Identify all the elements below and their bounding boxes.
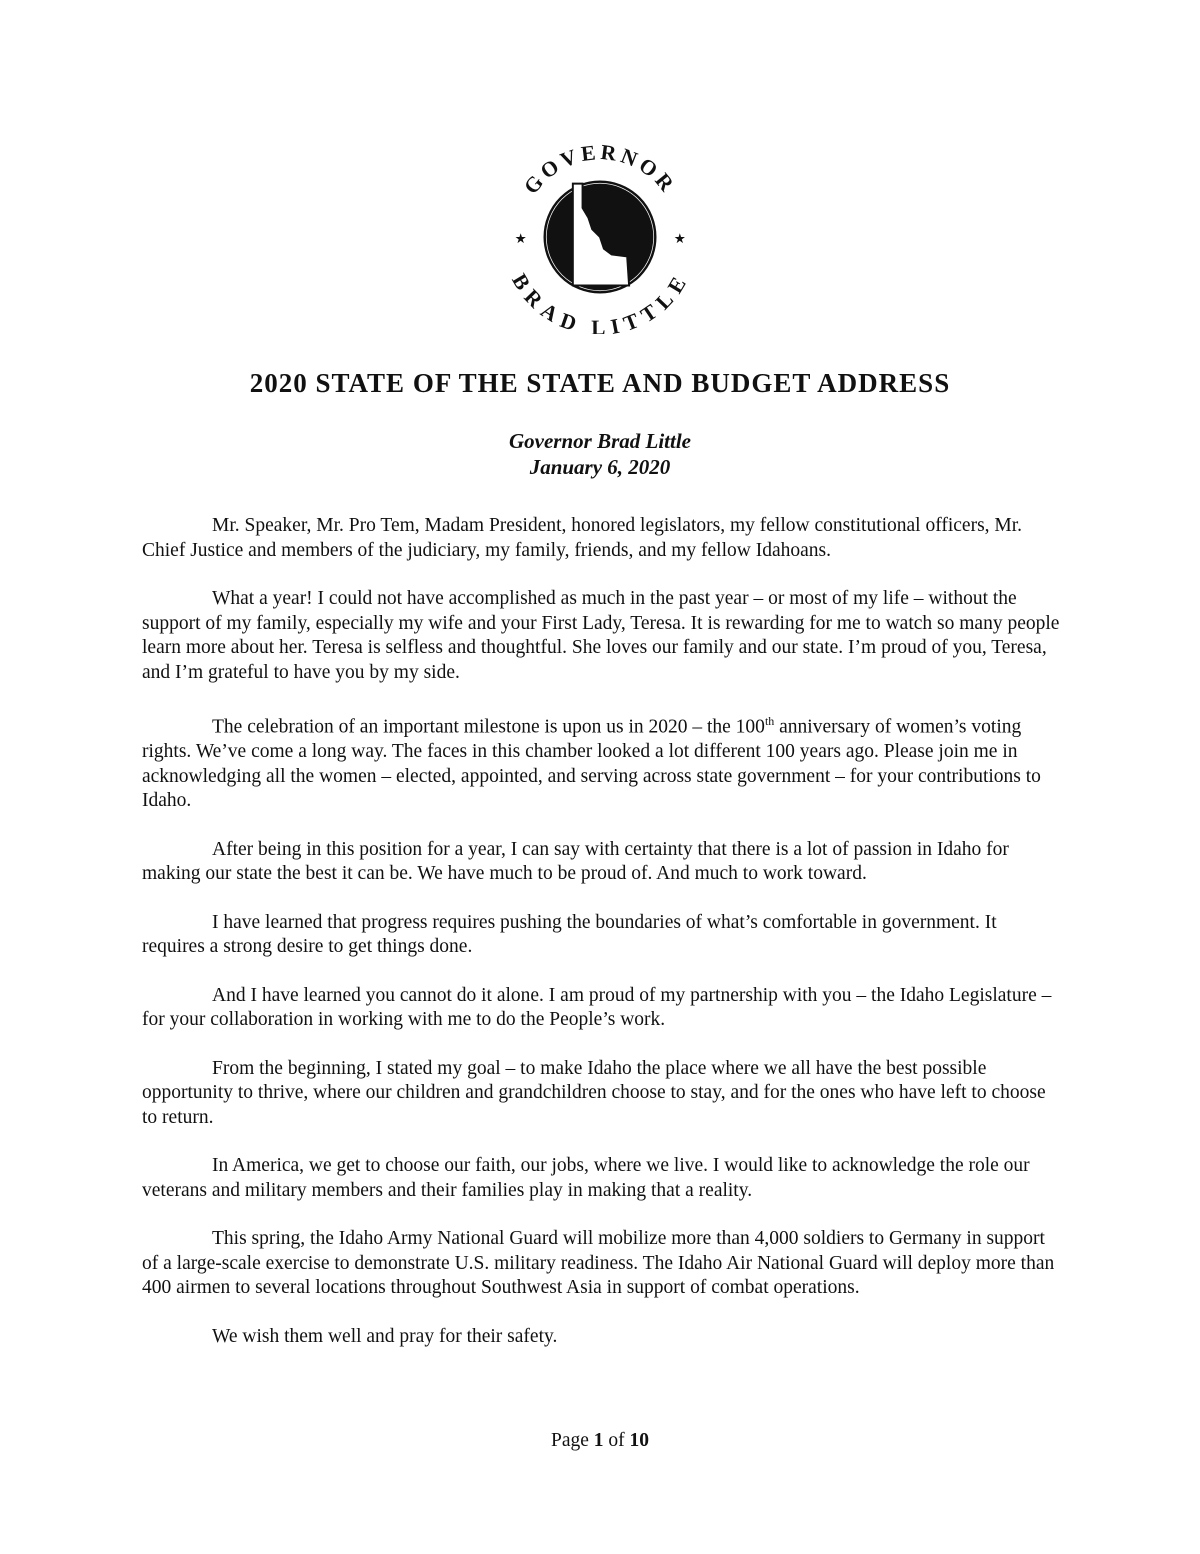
star-icon-left: ★ xyxy=(514,230,527,246)
author-line: Governor Brad Little xyxy=(509,429,691,453)
document-body xyxy=(142,514,1060,1373)
paragraph-1: Mr. Speaker, Mr. Pro Tem, Madam President, honored legislators, my fellow constitutional officers, Mr. Chief Justice and members of the judiciary, my family, friends, and my fellow Idahoans. xyxy=(142,515,1023,561)
star-icon-right: ★ xyxy=(673,230,686,246)
svg-text:BRAD LITTLE: BRAD LITTLE xyxy=(507,269,693,334)
paragraph-6: And I have learned you cannot do it alone. I am proud of my partnership with you – the Idaho Legislature – for your collaboration in working with me to do the People’s work. xyxy=(142,984,1052,1030)
paragraph-3: The celebration of an important milestone is upon us in 2020 – the 100th anniversary of women’s voting rights. We’ve come a long way. The faces in this chamber looked a lot different 100 years ago. Please join me in acknowledging all the women – elected, appointed, and serving across state government – for your contributions to Idaho. xyxy=(142,714,1041,811)
paragraph-9: This spring, the Idaho Army National Guard will mobilize more than 4,000 soldiers to Germany in support of a large-scale exercise to demonstrate U.S. military readiness. The Idaho Air National Guard will deploy more than 400 airmen to several locations throughout Southwest Asia in support of combat operations. xyxy=(142,1228,1055,1298)
document-title: 2020 STATE OF THE STATE AND BUDGET ADDRESS xyxy=(249,368,951,398)
paragraph-5: I have learned that progress requires pushing the boundaries of what’s comfortable in government. It requires a strong desire to get things done. xyxy=(142,911,997,957)
date-line: January 6, 2020 xyxy=(529,455,671,479)
governor-seal-logo xyxy=(503,140,697,334)
paragraph-10: We wish them well and pray for their safety. xyxy=(212,1325,558,1347)
paragraph-2: What a year! I could not have accomplished as much in the past year – or most of my life – without the support of my family, especially my wife and your First Lady, Teresa. It is rewarding for me to watch so many people learn more about her. Teresa is selfless and thoughtful. She loves our family and our state. I’m proud of you, Teresa, and I’m grateful to have you by my side. xyxy=(142,588,1060,683)
svg-text:GOVERNOR: GOVERNOR xyxy=(519,140,681,199)
paragraph-7: From the beginning, I stated my goal – to make Idaho the place where we all have the best possible opportunity to thrive, where our children and grandchildren choose to stay, and for the ones who have left to choose to return. xyxy=(142,1057,1046,1128)
paragraph-4: After being in this position for a year, I can say with certainty that there is a lot of passion in Idaho for making our state the best it can be. We have much to be proud of. And much to work toward. xyxy=(142,838,1009,884)
paragraph-8: In America, we get to choose our faith, our jobs, where we live. I would like to acknowledge the role our veterans and military members and their families play in making that a reality. xyxy=(142,1155,1030,1201)
page-number-footer: Page 1 of 10 xyxy=(550,1430,650,1451)
